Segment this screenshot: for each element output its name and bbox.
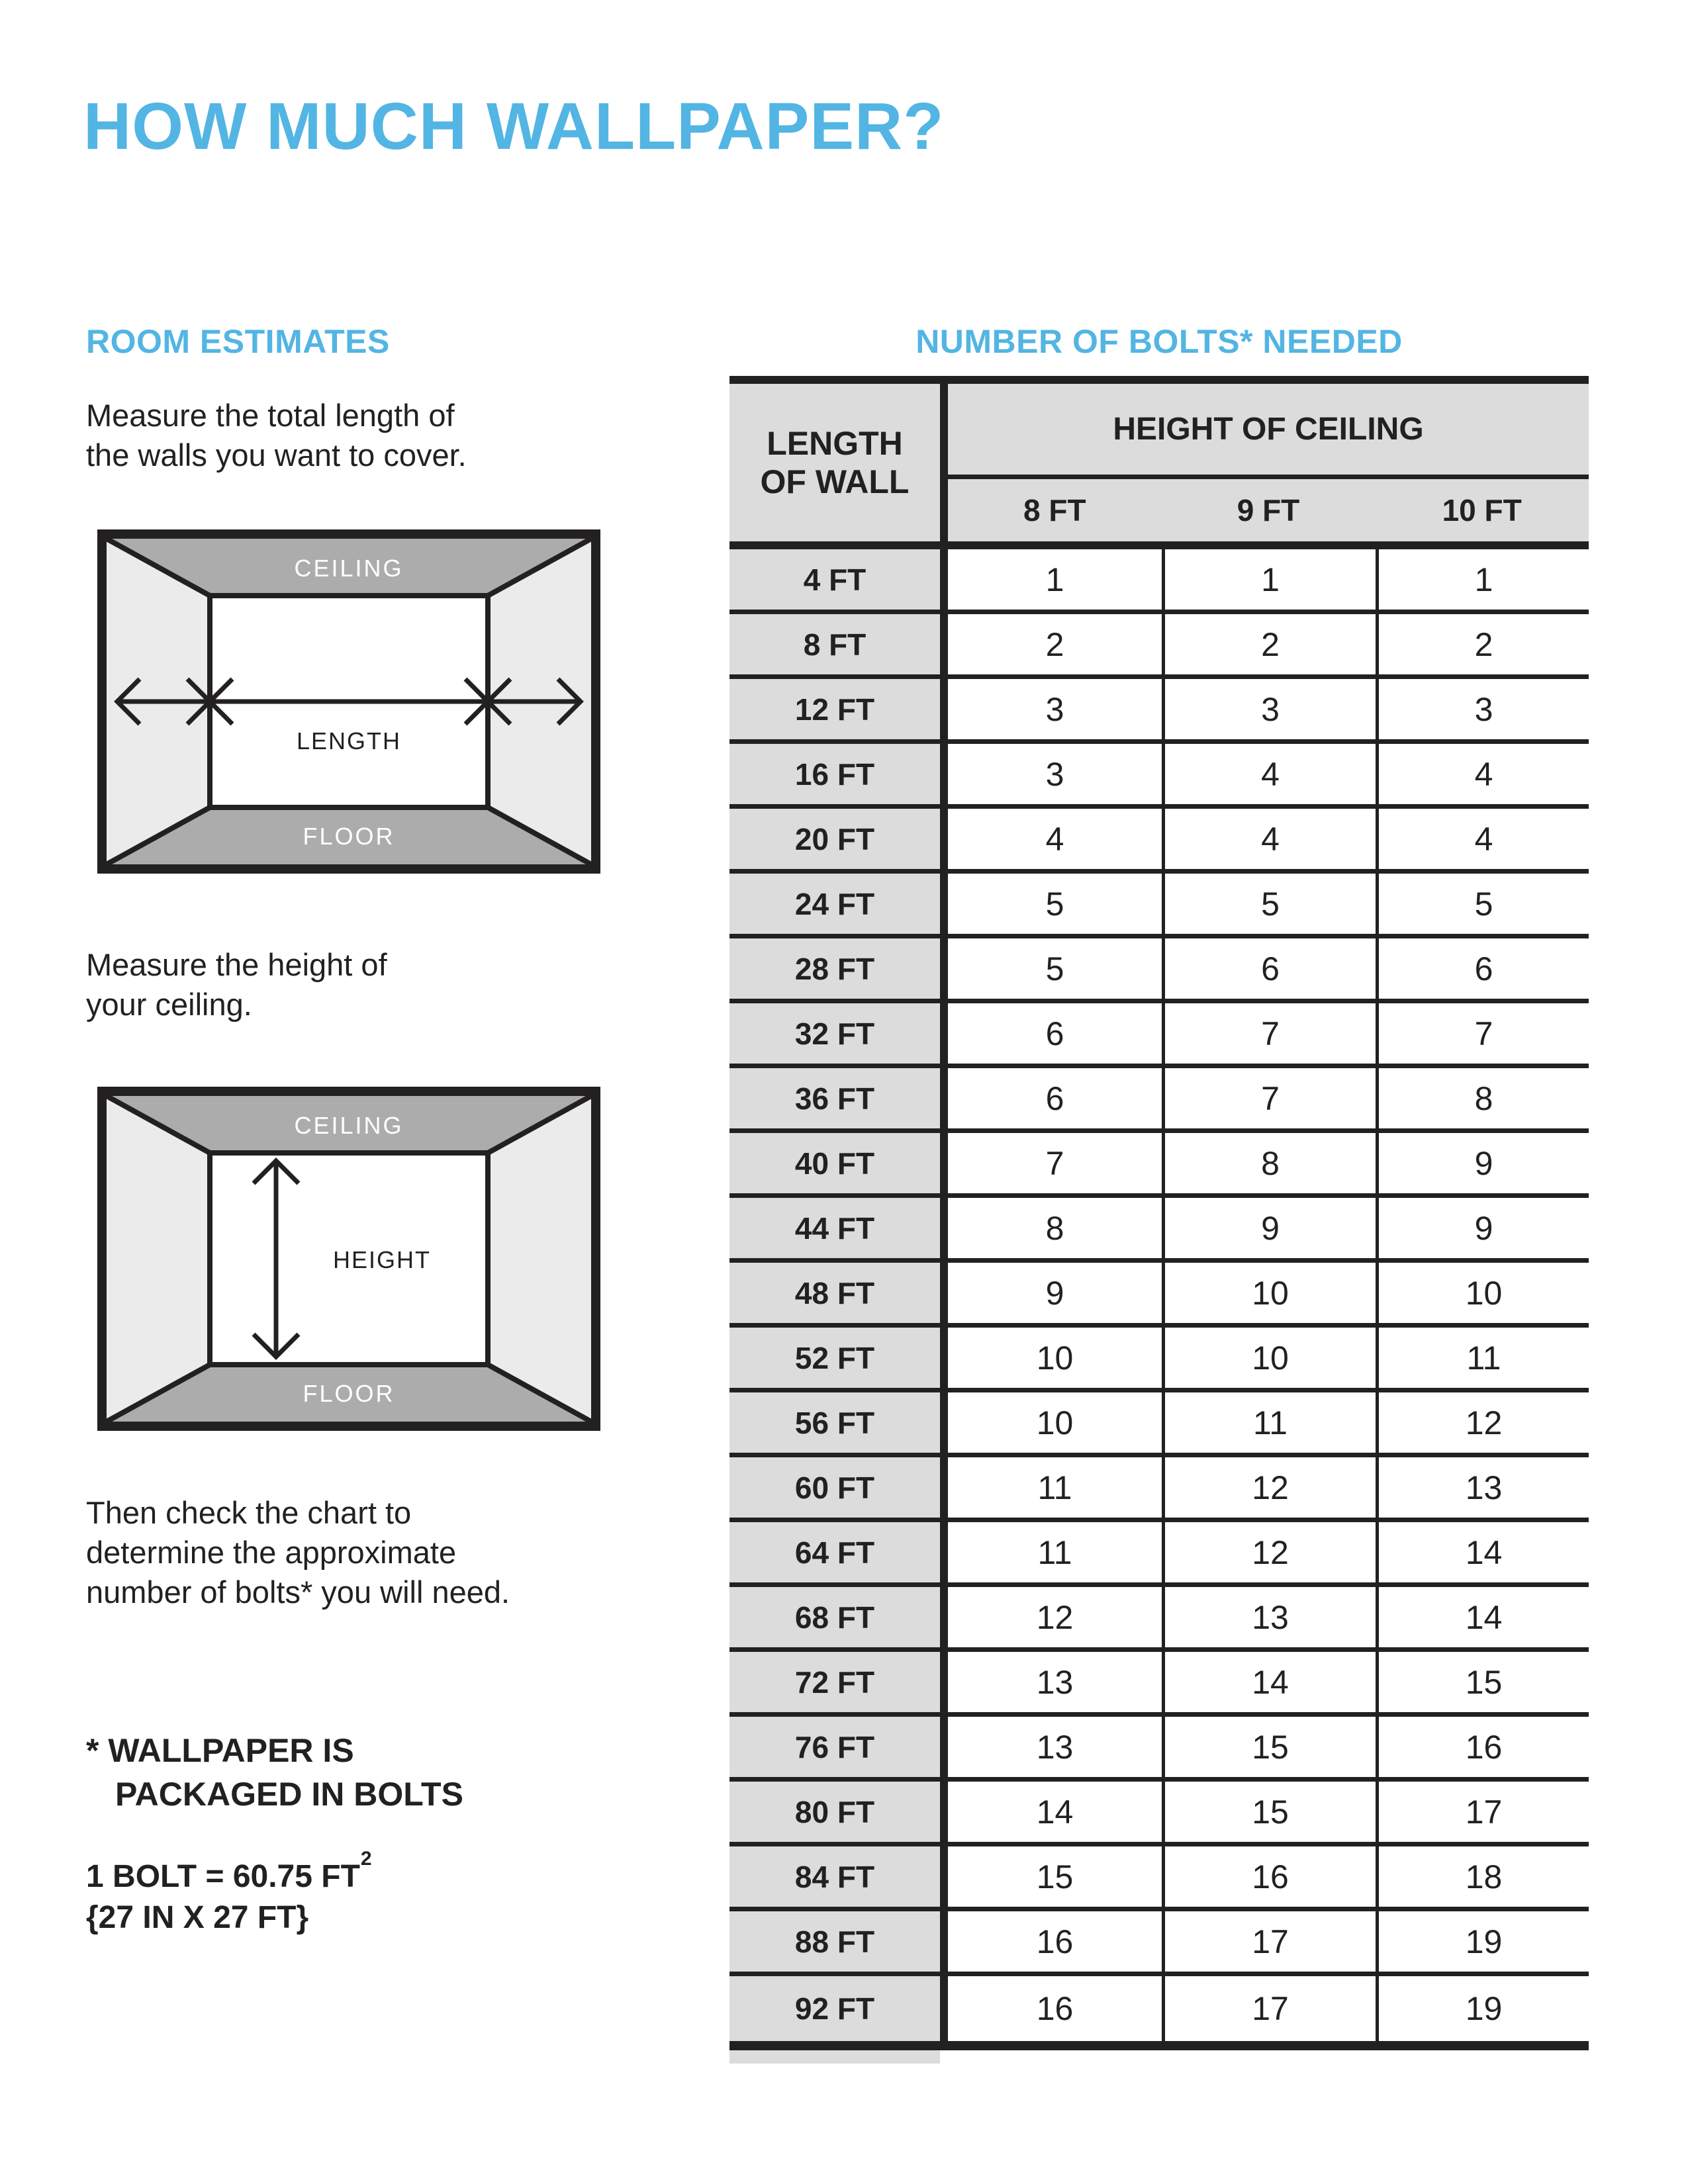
bolts-8ft-cell: 10 (1036, 1404, 1074, 1441)
wall-length-cell: 88 FT (729, 1911, 940, 1972)
wall-length-cell: 28 FT (729, 938, 940, 999)
bolts-9ft-cell: 4 (1261, 820, 1280, 858)
table-row (729, 1846, 1589, 1911)
bolts-10ft-cell: 12 (1465, 1404, 1503, 1441)
wall-length-cell: 64 FT (729, 1522, 940, 1582)
bolts-10ft-cell: 8 (1474, 1079, 1493, 1117)
bolts-9ft-cell: 17 (1252, 1923, 1289, 1960)
table-row (729, 744, 1589, 809)
bolts-9ft-cell: 15 (1252, 1728, 1289, 1766)
column-divider-2 (1376, 549, 1379, 2041)
bolts-10ft-cell: 15 (1465, 1663, 1503, 1701)
bolts-10ft-cell: 10 (1465, 1274, 1503, 1312)
table-row (729, 1457, 1589, 1522)
bolts-9ft-cell: 16 (1252, 1858, 1289, 1895)
table-row (729, 1003, 1589, 1068)
step-check-chart: Then check the chart to determine the approximate number of bolts* you will need. (86, 1495, 510, 1610)
wall-length-cell: 12 FT (729, 679, 940, 739)
column-header-9ft: 9 FT (1237, 493, 1300, 527)
column-header-10ft: 10 FT (1442, 493, 1522, 527)
column-header-8ft: 8 FT (1023, 493, 1086, 527)
table-row (729, 938, 1589, 1003)
room-height-diagram (97, 1087, 600, 1431)
bolts-8ft-cell: 9 (1045, 1274, 1064, 1312)
table-row (729, 1133, 1589, 1198)
bolts-8ft-cell: 5 (1045, 950, 1064, 987)
wall-length-cell: 4 FT (729, 549, 940, 610)
bolts-10ft-cell: 3 (1474, 690, 1493, 728)
bolts-9ft-cell: 12 (1252, 1533, 1289, 1571)
bolts-8ft-cell: 7 (1045, 1144, 1064, 1182)
table-row (729, 1263, 1589, 1328)
bolts-8ft-cell: 11 (1037, 1469, 1072, 1506)
wall-length-cell: 44 FT (729, 1198, 940, 1258)
bolts-needed-heading: NUMBER OF BOLTS* NEEDED (915, 323, 1403, 360)
bolts-9ft-cell: 10 (1252, 1339, 1289, 1377)
bolts-8ft-cell: 13 (1036, 1663, 1074, 1701)
bolts-9ft-cell: 2 (1261, 625, 1280, 663)
column-divider-1 (1162, 549, 1165, 2041)
bolt-equation-text: 1 BOLT = 60.75 FT (86, 1859, 360, 1894)
bolts-8ft-cell: 16 (1036, 1990, 1074, 2027)
table-row (729, 679, 1589, 744)
room-length-diagram (97, 529, 600, 874)
column-header-row (948, 479, 1589, 541)
wall-length-cell: 72 FT (729, 1652, 940, 1712)
wall-length-cell: 56 FT (729, 1392, 940, 1453)
table-row (729, 1392, 1589, 1457)
bolts-9ft-cell: 14 (1252, 1663, 1289, 1701)
table-row (729, 1911, 1589, 1976)
corner-header-length-of-wall: LENGTH OF WALL (729, 384, 940, 541)
bolts-9ft-cell: 6 (1261, 950, 1280, 987)
wall-length-cell: 76 FT (729, 1717, 940, 1777)
wall-length-cell: 36 FT (729, 1068, 940, 1128)
bolts-10ft-cell: 17 (1465, 1793, 1503, 1831)
bolts-10ft-cell: 4 (1474, 820, 1493, 858)
table-bottom-bar (729, 2041, 1589, 2050)
bolts-8ft-cell: 10 (1036, 1339, 1074, 1377)
wall-length-cell: 84 FT (729, 1846, 940, 1907)
bolts-10ft-cell: 7 (1474, 1015, 1493, 1052)
table-row (729, 1717, 1589, 1782)
bolts-9ft-cell: 17 (1252, 1990, 1289, 2027)
bolts-8ft-cell: 14 (1036, 1793, 1074, 1831)
bolts-8ft-cell: 3 (1045, 690, 1064, 728)
bolt-exponent: 2 (360, 1848, 372, 1870)
table-row (729, 1198, 1589, 1263)
bolts-8ft-cell: 6 (1045, 1015, 1064, 1052)
bolts-8ft-cell: 6 (1045, 1079, 1064, 1117)
bolts-9ft-cell: 7 (1261, 1079, 1280, 1117)
bolts-10ft-cell: 2 (1474, 625, 1493, 663)
bolts-8ft-cell: 11 (1037, 1533, 1072, 1571)
bolts-10ft-cell: 13 (1465, 1469, 1503, 1506)
table-row (729, 809, 1589, 874)
table-row (729, 1068, 1589, 1133)
wall-length-cell: 16 FT (729, 744, 940, 804)
bolts-8ft-cell: 3 (1045, 755, 1064, 793)
floor-label: FLOOR (303, 823, 395, 850)
ceiling-label: CEILING (294, 1112, 404, 1139)
wall-length-cell: 60 FT (729, 1457, 940, 1518)
bolt-definition (86, 1849, 371, 1938)
floor-label: FLOOR (303, 1380, 395, 1407)
bolts-8ft-cell: 1 (1045, 561, 1064, 598)
room-estimates-heading: ROOM ESTIMATES (86, 323, 390, 360)
bolts-9ft-cell: 5 (1261, 885, 1280, 923)
table-top-bar (729, 376, 1589, 384)
bolts-10ft-cell: 14 (1465, 1598, 1503, 1636)
wall-length-cell: 48 FT (729, 1263, 940, 1323)
table-row (729, 1587, 1589, 1652)
step-measure-length: Measure the total length of the walls you want to cover. (86, 398, 467, 473)
wall-length-cell: 40 FT (729, 1133, 940, 1193)
length-label: LENGTH (296, 727, 402, 754)
bolts-9ft-cell: 13 (1252, 1598, 1289, 1636)
table-body (729, 549, 1589, 2041)
table-row (729, 1328, 1589, 1392)
ceiling-label: CEILING (294, 555, 404, 582)
wall-length-cell: 32 FT (729, 1003, 940, 1064)
bolts-9ft-cell: 10 (1252, 1274, 1289, 1312)
bolts-10ft-cell: 11 (1466, 1339, 1501, 1377)
height-label: HEIGHT (332, 1246, 432, 1273)
table-row (729, 1652, 1589, 1717)
bolts-10ft-cell: 6 (1474, 950, 1493, 987)
bolt-equation-line (86, 1849, 371, 1897)
bolts-9ft-cell: 8 (1261, 1144, 1280, 1182)
bolts-10ft-cell: 16 (1465, 1728, 1503, 1766)
bolts-8ft-cell: 13 (1036, 1728, 1074, 1766)
bolt-dimensions-line: {27 IN X 27 FT} (86, 1900, 309, 1935)
bolts-9ft-cell: 3 (1261, 690, 1280, 728)
header-divider-bar (729, 541, 1589, 549)
bolts-10ft-cell: 5 (1474, 885, 1493, 923)
wall-length-cell: 20 FT (729, 809, 940, 869)
bolts-9ft-cell: 11 (1253, 1404, 1288, 1441)
bolts-9ft-cell: 4 (1261, 755, 1280, 793)
bolts-10ft-cell: 9 (1474, 1144, 1493, 1182)
bolts-8ft-cell: 2 (1045, 625, 1064, 663)
bolts-8ft-cell: 5 (1045, 885, 1064, 923)
bolts-9ft-cell: 9 (1261, 1209, 1280, 1247)
table-row (729, 1976, 1589, 2041)
bolts-8ft-cell: 12 (1036, 1598, 1074, 1636)
wall-length-cell: 80 FT (729, 1782, 940, 1842)
table-row (729, 1782, 1589, 1846)
footnote-line-2: PACKAGED IN BOLTS (115, 1776, 463, 1813)
bolts-9ft-cell: 1 (1261, 561, 1280, 598)
wall-length-cell: 68 FT (729, 1587, 940, 1647)
bolts-table (729, 376, 1589, 2065)
label-column-divider (940, 384, 948, 2050)
group-header-height-of-ceiling: HEIGHT OF CEILING (948, 384, 1589, 479)
footnote-line-1: * WALLPAPER IS (86, 1732, 354, 1769)
bolts-8ft-cell: 8 (1045, 1209, 1064, 1247)
bolts-10ft-cell: 1 (1474, 561, 1493, 598)
wall-length-cell: 8 FT (729, 614, 940, 674)
wall-length-cell: 24 FT (729, 874, 940, 934)
bolts-9ft-cell: 7 (1261, 1015, 1280, 1052)
bolts-8ft-cell: 16 (1036, 1923, 1074, 1960)
bolts-10ft-cell: 4 (1474, 755, 1493, 793)
bolts-10ft-cell: 19 (1465, 1990, 1503, 2027)
bolts-8ft-cell: 15 (1036, 1858, 1074, 1895)
bolts-footnote (86, 1729, 463, 1816)
table-row (729, 549, 1589, 614)
label-column-stub (729, 2050, 940, 2064)
bolts-10ft-cell: 9 (1474, 1209, 1493, 1247)
wall-length-cell: 52 FT (729, 1328, 940, 1388)
step-measure-height: Measure the height of your ceiling. (86, 947, 387, 1022)
bolts-8ft-cell: 4 (1045, 820, 1064, 858)
table-row (729, 1522, 1589, 1587)
table-row (729, 874, 1589, 938)
bolts-10ft-cell: 19 (1465, 1923, 1503, 1960)
bolts-9ft-cell: 15 (1252, 1793, 1289, 1831)
bolts-10ft-cell: 18 (1465, 1858, 1503, 1895)
wall-length-cell: 92 FT (729, 1976, 940, 2041)
bolts-10ft-cell: 14 (1465, 1533, 1503, 1571)
bolts-9ft-cell: 12 (1252, 1469, 1289, 1506)
page-title: HOW MUCH WALLPAPER? (83, 89, 945, 163)
table-row (729, 614, 1589, 679)
